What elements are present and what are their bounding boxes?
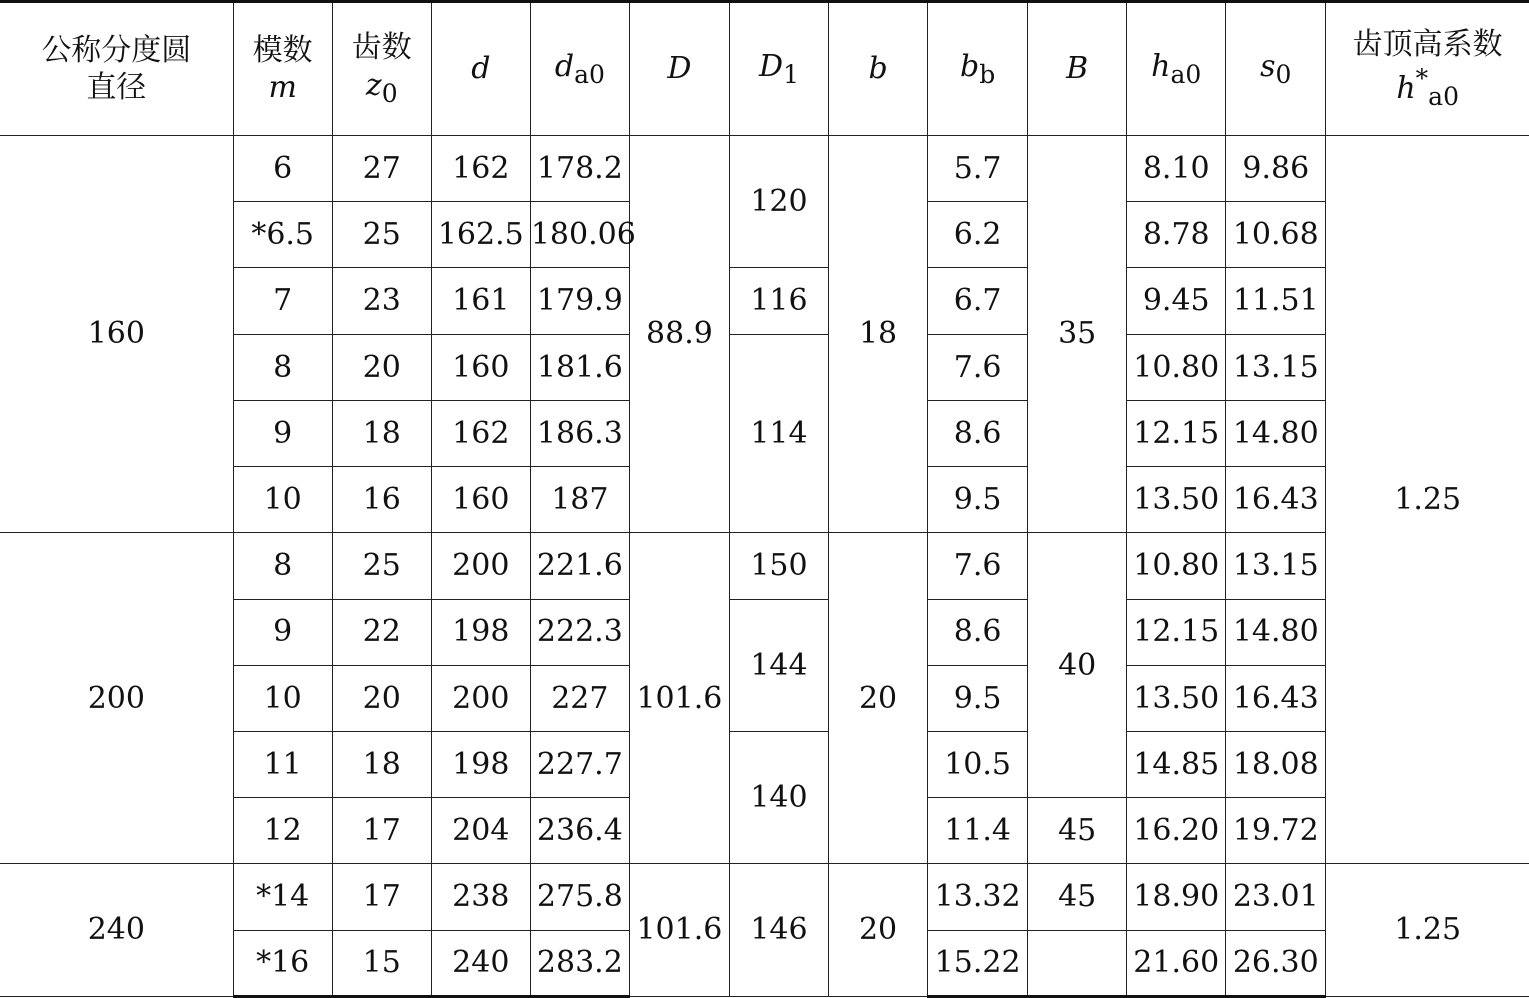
D1-cell: 146 [729, 864, 828, 997]
header-teeth-label: 齿数 [351, 30, 412, 66]
module-cell: 10 [233, 665, 332, 731]
da0-cell: 178.2 [530, 136, 629, 202]
table-row [0, 533, 1529, 599]
d-cell: 162 [431, 400, 530, 466]
D1-cell: 120 [729, 136, 828, 268]
header-module-symbol: m [268, 70, 297, 105]
header-ha0-symbol: h [1151, 48, 1171, 84]
d-cell: 198 [431, 731, 530, 797]
ha0-cell: 13.50 [1127, 665, 1226, 731]
ha0-cell: 18.90 [1127, 864, 1226, 930]
header-bb-sub: b [979, 59, 996, 89]
ha0-cell: 14.85 [1127, 731, 1226, 797]
bb-cell: 10.5 [928, 731, 1028, 797]
module-cell: 8 [233, 334, 332, 400]
addendum-coef-cell: 1.25 [1326, 136, 1529, 864]
d-cell: 198 [431, 599, 530, 665]
d-cell: 160 [431, 467, 530, 533]
B-cell: 45 [1028, 864, 1127, 930]
da0-cell: 227 [530, 665, 629, 731]
teeth-cell: 20 [332, 334, 431, 400]
B-cell: 35 [1028, 136, 1127, 533]
nominal-diameter-cell: 160 [0, 136, 233, 533]
teeth-cell: 25 [332, 202, 431, 268]
header-D1-symbol: D [759, 48, 784, 84]
ha0-cell: 21.60 [1127, 930, 1226, 996]
header-D1-sub: 1 [783, 59, 799, 89]
b-cell: 20 [829, 533, 928, 864]
bb-cell: 6.7 [928, 268, 1028, 334]
D1-cell: 114 [729, 334, 828, 533]
da0-cell: 187 [530, 467, 629, 533]
teeth-cell: 15 [332, 930, 431, 996]
d-cell: 240 [431, 930, 530, 996]
addendum-coef-cell: 1.25 [1326, 864, 1529, 997]
ha0-cell: 10.80 [1127, 334, 1226, 400]
da0-cell: 179.9 [530, 268, 629, 334]
d-cell: 238 [431, 864, 530, 930]
bb-cell: 8.6 [928, 599, 1028, 665]
da0-cell: 283.2 [530, 930, 629, 996]
module-cell: 6 [233, 136, 332, 202]
header-ha0 [1127, 2, 1226, 136]
d-cell: 160 [431, 334, 530, 400]
d-cell: 161 [431, 268, 530, 334]
bb-cell: 9.5 [928, 467, 1028, 533]
s0-cell: 13.15 [1226, 334, 1326, 400]
B-cell: 40 [1028, 533, 1127, 798]
module-cell: *14 [233, 864, 332, 930]
ha0-cell: 9.45 [1127, 268, 1226, 334]
header-nominal-line2: 直径 [86, 70, 147, 105]
header-ha0-sub: a0 [1170, 59, 1202, 89]
s0-cell: 16.43 [1226, 467, 1326, 533]
bb-cell: 11.4 [928, 798, 1028, 864]
header-s0-symbol: s [1260, 48, 1276, 84]
module-cell: 7 [233, 268, 332, 334]
header-coef-sub: a0 [1428, 82, 1459, 112]
bb-cell: 8.6 [928, 400, 1028, 466]
d-cell: 200 [431, 533, 530, 599]
da0-cell: 180.06 [530, 202, 629, 268]
table-row [0, 136, 1529, 202]
header-addendum-coef [1326, 2, 1529, 136]
header-bb-symbol: b [959, 48, 980, 84]
s0-cell: 19.72 [1226, 798, 1326, 864]
s0-cell: 11.51 [1226, 268, 1326, 334]
header-coef-label: 齿顶高系数 [1352, 26, 1503, 62]
table-row [0, 864, 1529, 930]
header-bb [928, 2, 1028, 136]
s0-cell: 16.43 [1226, 665, 1326, 731]
D1-cell: 140 [729, 731, 828, 863]
ha0-cell: 8.10 [1127, 136, 1226, 202]
D-cell: 101.6 [629, 533, 729, 864]
d-cell: 200 [431, 665, 530, 731]
da0-cell: 221.6 [530, 533, 629, 599]
header-B: B [1028, 2, 1127, 136]
D-cell: 88.9 [629, 136, 729, 533]
module-cell: *6.5 [233, 202, 332, 268]
header-teeth [332, 2, 431, 136]
ha0-cell: 16.20 [1127, 798, 1226, 864]
header-coef-sup: * [1415, 64, 1429, 94]
s0-cell: 10.68 [1226, 202, 1326, 268]
ha0-cell: 12.15 [1127, 599, 1226, 665]
teeth-cell: 23 [332, 268, 431, 334]
module-cell: 9 [233, 599, 332, 665]
da0-cell: 181.6 [530, 334, 629, 400]
teeth-cell: 20 [332, 665, 431, 731]
s0-cell: 14.80 [1226, 599, 1326, 665]
teeth-cell: 16 [332, 467, 431, 533]
header-teeth-sub: 0 [381, 78, 398, 108]
b-cell: 20 [829, 864, 928, 997]
D1-cell: 144 [729, 599, 828, 731]
header-s0 [1226, 2, 1326, 136]
da0-cell: 222.3 [530, 599, 629, 665]
header-s0-sub: 0 [1275, 59, 1292, 89]
ha0-cell: 13.50 [1127, 467, 1226, 533]
d-cell: 162 [431, 136, 530, 202]
D1-cell: 116 [729, 268, 828, 334]
header-nominal-diameter [0, 2, 233, 136]
bb-cell: 15.22 [928, 930, 1028, 996]
header-D1 [729, 2, 828, 136]
D-cell: 101.6 [629, 864, 729, 997]
s0-cell: 13.15 [1226, 533, 1326, 599]
s0-cell: 9.86 [1226, 136, 1326, 202]
header-da0-symbol: d [554, 48, 575, 84]
teeth-cell: 27 [332, 136, 431, 202]
module-cell: 9 [233, 400, 332, 466]
da0-cell: 275.8 [530, 864, 629, 930]
teeth-cell: 25 [332, 533, 431, 599]
bb-cell: 7.6 [928, 334, 1028, 400]
da0-cell: 186.3 [530, 400, 629, 466]
ha0-cell: 8.78 [1127, 202, 1226, 268]
header-d: d [431, 2, 530, 136]
bb-cell: 13.32 [928, 864, 1028, 930]
header-coef-symbol: h [1396, 71, 1416, 107]
header-teeth-symbol: z [365, 67, 382, 103]
s0-cell: 14.80 [1226, 400, 1326, 466]
nominal-diameter-cell: 200 [0, 533, 233, 864]
nominal-diameter-cell: 240 [0, 864, 233, 997]
teeth-cell: 18 [332, 731, 431, 797]
bb-cell: 9.5 [928, 665, 1028, 731]
header-da0-sub: a0 [574, 59, 605, 89]
s0-cell: 18.08 [1226, 731, 1326, 797]
d-cell: 162.5 [431, 202, 530, 268]
module-cell: 12 [233, 798, 332, 864]
da0-cell: 236.4 [530, 798, 629, 864]
header-module-label: 模数 [252, 32, 313, 68]
ha0-cell: 10.80 [1127, 533, 1226, 599]
ha0-cell: 12.15 [1127, 400, 1226, 466]
teeth-cell: 22 [332, 599, 431, 665]
header-D: D [629, 2, 729, 136]
header-nominal-line1: 公称分度圆 [41, 32, 192, 68]
module-cell: *16 [233, 930, 332, 996]
header-module [233, 2, 332, 136]
da0-cell: 227.7 [530, 731, 629, 797]
header-row [0, 2, 1529, 136]
B-cell [1028, 930, 1127, 996]
header-b: b [829, 2, 928, 136]
bb-cell: 5.7 [928, 136, 1028, 202]
s0-cell: 26.30 [1226, 930, 1326, 996]
bb-cell: 6.2 [928, 202, 1028, 268]
teeth-cell: 17 [332, 864, 431, 930]
module-cell: 8 [233, 533, 332, 599]
b-cell: 18 [829, 136, 928, 533]
module-cell: 10 [233, 467, 332, 533]
teeth-cell: 17 [332, 798, 431, 864]
module-cell: 11 [233, 731, 332, 797]
D1-cell: 150 [729, 533, 828, 599]
s0-cell: 23.01 [1226, 864, 1326, 930]
teeth-cell: 18 [332, 400, 431, 466]
header-da0 [530, 2, 629, 136]
d-cell: 204 [431, 798, 530, 864]
B-cell: 45 [1028, 798, 1127, 864]
bb-cell: 7.6 [928, 533, 1028, 599]
